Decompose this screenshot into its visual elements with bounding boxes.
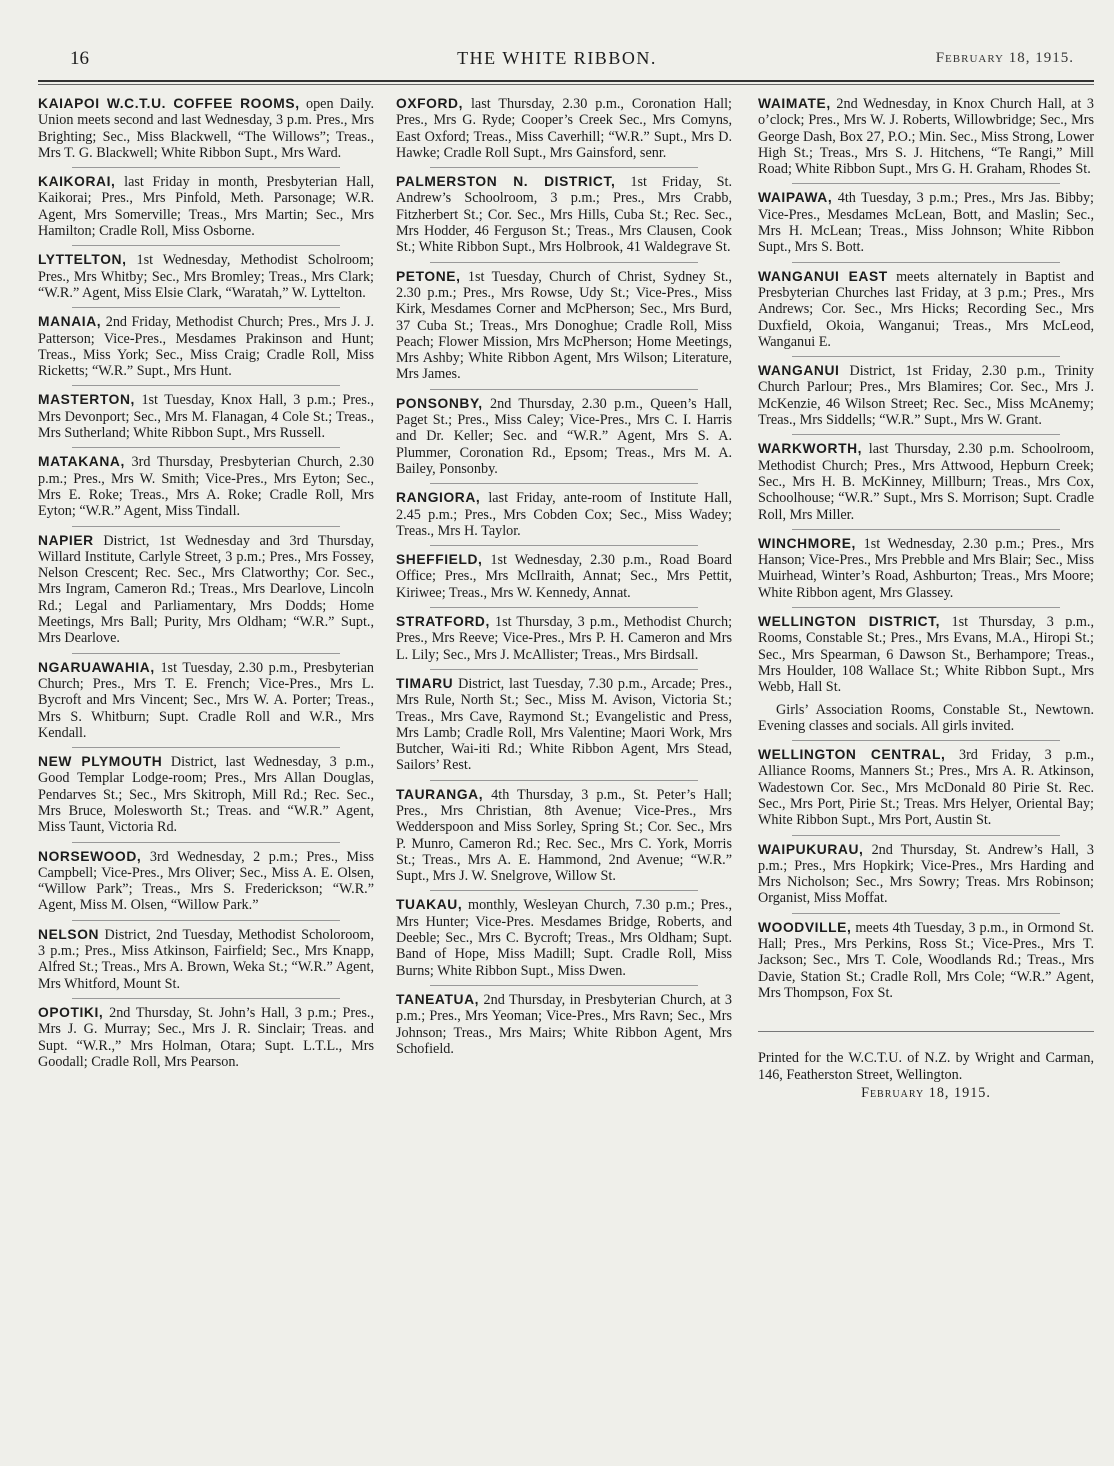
branch-entry [38,754,374,835]
entry-divider [792,607,1061,608]
branch-entry [758,190,1094,255]
branch-entry [396,787,732,885]
branch-details: 1st Wednesday, 2.30 p.m.; Pres., Mrs Hanson; Vice-Pres., Mrs Prebble and Mrs Blair; Sec., Miss Muirhead, Winter’s Road, Ashburton; Treas., Mrs Moore; White Ribbon agent, Mrs Glassey. [758,535,1094,601]
imprint-text: Printed for the W.C.T.U. of N.Z. by Wright and Carman, 146, Featherston Street, Wellington. [758,1050,1094,1083]
branch-entry [38,174,374,239]
branch-details: meets 4th Tuesday, 3 p.m., in Ormond St. Hall; Pres., Mrs Perkins, Ross St.; Vice-Pres., Mrs T. Jackson; Sec., Mrs T. Cole, Woodlands Rd.; Treas., Mrs Davie, Station St.; Cradle Roll, Mrs Cole; “W.R.” Agent, Mrs Thompson, Fox St. [758,919,1094,1001]
branch-name: PETONE, [396,268,461,284]
entry-divider [72,385,341,386]
branch-entry [38,660,374,741]
branch-name: WAIMATE, [758,96,831,111]
entry-divider [430,483,699,484]
branch-details: 2nd Thursday, St. Andrew’s Hall, 3 p.m.; Pres., Mrs Hopkirk; Vice-Pres., Mrs Harding and Mrs Nicholson; Sec., Mrs Sowry; Treas. Mrs Robinson; Organist, Miss Moffat. [758,841,1094,907]
branch-entry [38,533,374,647]
branch-details: 4th Tuesday, 3 p.m.; Pres., Mrs Jas. Bibby; Vice-Pres., Mesdames McLean, Bott, and Maslin; Sec., Mrs H. McLean; Treas., Miss Johnson; White Ribbon Supt., Mrs S. Bott. [758,190,1094,256]
branch-name: WARKWORTH, [758,441,863,457]
branch-name: RANGIORA, [396,490,481,506]
branch-name: WOODVILLE, [758,919,852,935]
branch-name: WAIPUKURAU, [758,841,864,857]
branch-name: WANGANUI EAST [758,268,888,284]
branch-entry [758,920,1094,1001]
branch-details: 1st Tuesday, Church of Christ, Sydney St., 2.30 p.m.; Pres., Mrs Rowse, Udy St.; Vice-Pres., Miss Kirk, Mesdames Corner and McPherson; Sec., Mrs Burd, 37 Cuba St.; Treas., Mrs Donoghue; Cradle Roll, Miss Peach; Flower Mission, Mrs McPherson; Home Meetings, Mrs Ashby; White Ribbon Agent, Mrs Wilson; Literature, Mrs James. [396,268,733,383]
branch-name: WANGANUI [758,363,840,379]
branch-name: OXFORD, [396,96,464,111]
branch-entry [38,454,374,519]
branch-details: 2nd Wednesday, in Knox Church Hall, at 3 o’clock; Pres., Mrs W. J. Roberts, Willowbridge; Sec., Mrs George Dash, Box 27, P.O.; Min. Sec., Miss Strong, Lower High St.; Treas., Mrs S. J. Hitchens, “Te Rangi,” Mill Road; White Ribbon Supt., Mrs G. H. Graham, Rhodes St. [758,96,1095,178]
branch-name: WINCHMORE, [758,535,856,551]
branch-details: meets alternately in Baptist and Presbyterian Churches last Friday, at 3 p.m.; Pres., Mrs Andrews; Cor. Sec., Mrs Hicks; Recording Sec., Mrs Duxfield, Okoia, Wanganui; Treas., Mrs McLeod, Wanganui E. [758,268,1094,350]
entry-divider [72,307,341,308]
entry-divider [792,835,1061,836]
branch-details: 2nd Thursday, in Presbyterian Church, at 3 p.m.; Pres., Mrs Yeoman; Vice-Pres., Mrs Ravn; Sec., Mrs Johnson; Treas., Mrs Mairs; White Ribbon Agent, Mrs Schofield. [396,991,732,1057]
branch-details: 1st Tuesday, Knox Hall, 3 p.m.; Pres., Mrs Devonport; Sec., Mrs M. Flanagan, 4 Cole St.; Treas., Mrs Sutherland; White Ribbon Supt., Mrs Russell. [38,392,374,442]
branch-name: TUAKAU, [396,897,463,913]
entry-divider [792,356,1061,357]
branch-name: TANEATUA, [396,991,480,1007]
page-header [0,46,1114,76]
entry-divider [72,653,341,654]
branch-entry [758,842,1094,907]
branch-name: KAIKORAI, [38,174,116,190]
branch-name: MANAIA, [38,314,102,330]
entry-divider [72,920,341,921]
branch-details: 3rd Wednesday, 2 p.m.; Pres., Miss Campbell; Vice-Pres., Mrs Oliver; Sec., Miss A. E. Olsen, “Willow Park”; Treas., Mrs S. Frederickson; “W.R.” Agent, Miss M. Olsen, “Willow Park.” [38,848,375,914]
entry-divider [792,740,1061,741]
branch-name: PALMERSTON N. DISTRICT, [396,174,616,190]
branch-entry [396,396,732,477]
branch-name: PONSONBY, [396,395,483,411]
entry-divider [792,529,1061,530]
branch-details: District, 2nd Tuesday, Methodist Scholoroom, 3 p.m.; Pres., Miss Atkinson, Fairfield; Sec., Mrs Knapp, Alfred St.; Treas., Mrs A. Brown, Weka St.; “W.R.” Agent, Mrs Whitford, Mount St. [38,926,375,992]
branch-note: Girls’ Association Rooms, Constable St., Newtown. Evening classes and socials. All girls invited. [758,701,1094,734]
branch-name: WELLINGTON DISTRICT, [758,614,941,630]
entry-divider [430,167,699,168]
issue-date: February 18, 1915. [935,50,1074,66]
branch-details: 1st Thursday, 3 p.m., Methodist Church; Pres., Mrs Reeve; Vice-Pres., Mrs P. H. Cameron and Mrs L. Lily; Sec., Mrs J. McAllister; Treas., Mrs Birdsall. [396,614,733,663]
branch-entry [396,614,732,663]
entry-divider [792,262,1061,263]
branch-entry [38,314,374,379]
entry-divider [430,669,699,670]
branch-name: NORSEWOOD, [38,848,142,864]
branch-name: WAIPAWA, [758,190,833,206]
branch-name: MASTERTON, [38,392,135,408]
branch-details: 2nd Thursday, St. John’s Hall, 3 p.m.; Pres., Mrs J. G. Murray; Sec., Mrs J. R. Sinclair; Treas. and Supt. “W.R.,” Mrs Holman, Otara; Supt. L.T.L., Mrs Goodall; Cradle Roll, Mrs Pearson. [38,1004,374,1070]
branch-name: NEW PLYMOUTH [38,754,163,770]
entry-divider [72,167,341,168]
entry-divider [792,913,1061,914]
branch-details: 1st Friday, St. Andrew’s Schoolroom, 3 p.m.; Pres., Mrs Crabb, Fitzherbert St.; Cor. Sec., Mrs Hills, Cuba St.; Rec. Sec., Mrs Hodder, 46 Ferguson St.; Treas., Mrs Clausen, Cook St.; White Ribbon Supt., Mrs Holbrook, 41 Waldegrave St. [396,174,732,256]
branch-name: WELLINGTON CENTRAL, [758,747,946,763]
branch-entry [758,441,1094,522]
branch-details: District, last Tuesday, 7.30 p.m., Arcade; Pres., Mrs Rule, North St.; Sec., Miss M. Avison, Victoria St.; Treas., Mrs Cave, Raymond St.; Evangelistic and Press, Mrs Lamb; Cradle Roll, Mrs Valentine; Maori Work, Mrs Butcher, Wai-iti Rd.; White Ribbon Agent, Mrs Stead, Sailors’ Rest. [396,675,732,774]
branch-name: TAURANGA, [396,786,484,802]
branch-details: 4th Thursday, 3 p.m., St. Peter’s Hall; Pres., Mrs Christian, 8th Avenue; Vice-Pres., Mrs Wedderspoon and Miss Sorley, Spring St.; Cor. Sec., Mrs P. Munro, Cameron Rd.; Rec. Sec., Mrs C. York, Morris St.; Treas., Mrs A. E. Hammond, 2nd Avenue; “W.R.” Supt., Mrs J. W. Snelgrove, Willow St. [396,786,732,885]
column-2 [396,96,732,1063]
branch-details: District, 1st Friday, 2.30 p.m., Trinity Church Parlour; Pres., Mrs Blamires; Cor. Sec., Mrs J. McKenzie, 46 Wilson Street; Rec. Sec., Miss McAnemy; Treas., Mrs Siddells; “W.R.” Supt., Mrs W. Grant. [758,363,1094,429]
branch-name: NELSON [38,926,100,942]
entry-divider [430,262,699,263]
entry-divider [430,890,699,891]
page-number: 16 [70,48,89,69]
entry-divider [430,545,699,546]
entry-divider [72,447,341,448]
branch-details: monthly, Wesleyan Church, 7.30 p.m.; Pres., Mrs Hunter; Vice-Pres. Mesdames Bridge, Roberts, and Deeble; Sec., Mrs C. Bycroft; Treas., Mrs Oldham; Supt. Band of Hope, Miss Madill; Supt. Cradle Roll, Miss Burns; White Ribbon Supt., Miss Dwen. [396,897,733,979]
entry-divider [430,389,699,390]
column-3 [758,96,1094,1101]
branch-details: 3rd Friday, 3 p.m., Alliance Rooms, Manners St.; Pres., Mrs A. R. Atkinson, Wadestown Cor. Sec., Mrs McDonald 80 Pirie St. Rec. Sec., Mrs Port, Pirie St.; Treas. Mrs Helyer, Oriental Bay; White Ribbon Supt., Mrs Port, Austin St. [758,747,1095,829]
entry-divider [72,747,341,748]
branch-details: last Thursday, 2.30 p.m., Coronation Hall; Pres., Mrs G. Ryde; Cooper’s Creek Sec., Mrs Comyns, East Oxford; Treas., Miss Caverhill; “W.R.” Supt., Mrs D. Hawke; Cradle Roll Supt., Mrs Gainsford, senr. [396,96,732,161]
branch-name: KAIAPOI W.C.T.U. COFFEE ROOMS, [38,96,300,111]
branch-entry [396,676,732,774]
branch-details: last Friday in month, Presbyterian Hall, Kaikorai; Pres., Mrs Pinfold, Meth. Parsonage; W.R. Agent, Mrs Somerville; Treas., Mrs Martin; Sec., Mrs Hamilton; Cradle Roll, Miss Osborne. [38,174,374,240]
branch-entry [38,927,374,992]
branch-name: OPOTIKI, [38,1004,104,1020]
header-rule-thin [38,84,1094,85]
header-rule [38,80,1094,82]
branch-details: District, last Wednesday, 3 p.m., Good Templar Lodge-room; Pres., Mrs Allan Douglas, Pendarves St.; Sec., Mrs Skitroph, Mill Rd.; Rec. Sec., Mrs Bruce, Molesworth St.; Treas. and “W.R.” Agent, Miss Taunt, Victoria Rd. [38,754,374,836]
entry-divider [72,526,341,527]
branch-details: last Friday, ante-room of Institute Hall, 2.45 p.m.; Pres., Mrs Cobden Cox; Sec., Miss Wadey; Treas., Mrs H. Taylor. [396,490,732,539]
entry-divider [72,842,341,843]
imprint [758,1031,1094,1101]
branch-entry [38,849,374,914]
branch-details: District, 1st Wednesday and 3rd Thursday, Willard Institute, Carlyle Street, 3 p.m.; Pres., Mrs Fossey, Nelson Crescent; Rec. Sec., Mrs Clatworthy; Cor. Sec., Mrs Ingram, Cameron Rd.; Treas., Mrs Dearlove, Lincoln Rd.; Legal and Parliamentary, Mrs Dodds; Home Meetings, Mrs Ball; Purity, Mrs Oldham; “W.R.” Supt., Mrs Dearlove. [38,532,374,647]
branch-entry [396,490,732,539]
branch-details: 2nd Friday, Methodist Church; Pres., Mrs J. J. Patterson; Vice-Pres., Mesdames Prakinson and Hunt; Treas., Miss York; Sec., Miss Craig; Cradle Roll, Miss Ricketts; “W.R.” Supt., Mrs Hunt. [38,314,375,380]
branch-entry [758,614,1094,695]
branch-details: 1st Tuesday, 2.30 p.m., Presbyterian Church; Pres., Mrs T. E. French; Vice-Pres., Mrs L. Bycroft and Mrs Vincent; Sec., Mrs W. A. Porter; Treas., Mrs S. Whitburn; Supt. Cradle Roll and W.R., Mrs Kendall. [38,659,374,741]
entry-divider [72,998,341,999]
branch-entry [38,392,374,441]
branch-entry [396,174,732,255]
branch-entry [396,992,732,1057]
branch-details: 1st Wednesday, 2.30 p.m., Road Board Office; Pres., Mrs McIlraith, Annat; Sec., Mrs Pettit, Kiriwee; Treas., Mrs W. Kennedy, Annat. [396,552,732,601]
branch-details: 2nd Thursday, 2.30 p.m., Queen’s Hall, Paget St.; Pres., Miss Caley; Vice-Pres., Mrs C. I. Harris and Dr. Keller; Sec. and “W.R.” Agent, Mrs S. A. Plummer, Coronation Rd., Epsom; Treas., Mrs M. A. Bailey, Ponsonby. [396,395,733,477]
branch-entry [396,96,732,161]
branch-entry [396,897,732,978]
entry-divider [792,434,1061,435]
branch-name: LYTTELTON, [38,252,127,268]
entry-divider [430,985,699,986]
entry-divider [792,183,1061,184]
branch-name: SHEFFIELD, [396,552,483,568]
branch-details: 1st Wednesday, Methodist Scholroom; Pres., Mrs Whitby; Sec., Mrs Bromley; Treas., Mrs Clark; “W.R.” Agent, Miss Elsie Clark, “Waratah,” W. Lyttelton. [38,252,374,301]
branch-entry [396,552,732,601]
branch-entry [38,1005,374,1070]
branch-details: open Daily. Union meets second and last Wednesday, 3 p.m. Pres., Mrs Brighting; Sec., Miss Blackwell, “The Willows”; Treas., Mrs T. G. Blackwell; White Ribbon Supt., Mrs Ward. [38,96,375,161]
branch-name: TIMARU [396,675,454,691]
branch-entry [758,96,1094,177]
branch-entry [38,252,374,301]
entry-divider [72,245,341,246]
branch-name: STRATFORD, [396,614,490,630]
journal-title: THE WHITE RIBBON. [457,48,657,68]
branch-details: last Thursday, 2.30 p.m. Schoolroom, Methodist Church; Pres., Mrs Attwood, Hepburn Creek; Sec., Mrs H. B. McKinney, Millburn; Treas., Mrs Cox, Schoolhouse; “W.R.” Supt., Mrs S. Morrison; Supt. Cradle Roll, Mrs Miller. [758,441,1094,523]
branch-name: MATAKANA, [38,454,125,470]
entry-divider [430,607,699,608]
branch-entry [758,269,1094,350]
branch-entry [396,269,732,383]
entry-divider [430,780,699,781]
branch-entry [758,363,1094,428]
branch-details: 1st Thursday, 3 p.m., Rooms, Constable St.; Pres., Mrs Evans, M.A., Hiropi St.; Sec., Mrs Spearman, 6 Dawson St., Berhampore; Treas., Mrs Houlder, 108 Wallace St.; White Ribbon Supt., Mrs Webb, Hall St. [758,614,1095,696]
branch-entry [38,96,374,161]
branch-entry [758,536,1094,601]
branch-details: 3rd Thursday, Presbyterian Church, 2.30 p.m.; Pres., Mrs W. Smith; Vice-Pres., Mrs Eyton; Sec., Mrs E. Roke; Treas., Mrs A. Roke; Cradle Roll, Mrs Eyton; “W.R.” Agent, Miss Tindall. [38,454,374,520]
branch-name: NGARUAWAHIA, [38,659,155,675]
column-1 [38,96,374,1076]
branch-entry [758,747,1094,828]
imprint-date: February 18, 1915. [861,1084,991,1101]
branch-name: NAPIER [38,532,94,548]
